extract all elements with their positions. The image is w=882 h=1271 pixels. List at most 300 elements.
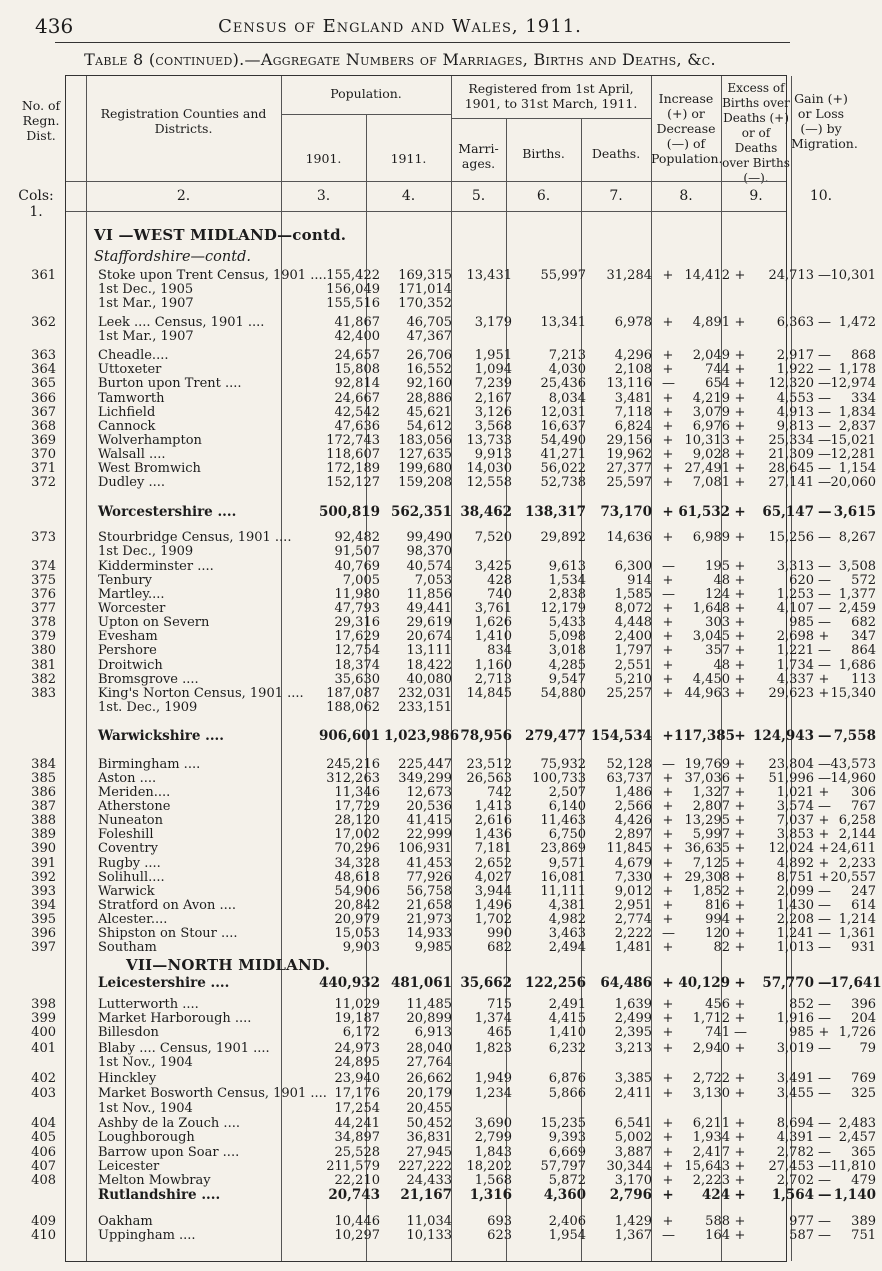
deaths: 1,481 xyxy=(614,940,652,956)
increase-value: 36,635 xyxy=(684,841,730,857)
pop-1911: 49,441 xyxy=(406,601,452,617)
increase-sign: + xyxy=(662,855,674,871)
pop-1911: 99,490 xyxy=(406,530,452,546)
district-number: 383 xyxy=(31,685,56,701)
pop-1901: 92,814 xyxy=(334,376,380,392)
births: 4,415 xyxy=(548,1011,586,1027)
migration-value: 389 xyxy=(851,1213,876,1229)
migration-value: 614 xyxy=(851,897,876,913)
births: 29,892 xyxy=(540,530,586,546)
deaths: 11,845 xyxy=(606,841,652,857)
increase-value: 164 xyxy=(705,1227,730,1243)
increase-value: 27,491 xyxy=(684,461,730,477)
district-number: 389 xyxy=(31,827,56,843)
deaths: 1,429 xyxy=(614,1213,652,1229)
increase-value: 816 xyxy=(705,897,730,913)
births: 57,797 xyxy=(540,1158,586,1174)
increase-sign: + xyxy=(662,728,674,745)
excess-sign: + xyxy=(734,586,746,602)
excess-value: 1,021 xyxy=(776,784,814,800)
table-caption: Table 8 (continued).—Aggregate Numbers of Marriages, Births and Deaths, &c. xyxy=(84,50,716,69)
births: 5,433 xyxy=(548,615,586,631)
pop-1901: 245,216 xyxy=(326,756,380,772)
marriages: 78,956 xyxy=(460,728,512,745)
district-name: Kidderminster .... xyxy=(98,558,214,574)
migration-value: 2,459 xyxy=(838,601,876,617)
reg-rule xyxy=(451,118,651,119)
increase-sign: + xyxy=(662,447,674,463)
pop-1911: 14,933 xyxy=(406,926,452,942)
pop-1911: 29,619 xyxy=(406,615,452,631)
pop-1901: 24,973 xyxy=(334,1040,380,1056)
births: 75,932 xyxy=(540,756,586,772)
district-name: West Bromwich xyxy=(98,461,201,477)
pop-1901: 15,808 xyxy=(334,362,380,378)
migration-sign: — xyxy=(818,1172,831,1188)
district-name: Martley.... xyxy=(98,586,165,602)
running-header xyxy=(0,14,800,40)
excess-sign: + xyxy=(734,503,746,520)
deaths: 4,448 xyxy=(614,615,652,631)
marriages: 682 xyxy=(487,940,512,956)
births: 4,381 xyxy=(548,897,586,913)
migration-value: 20,557 xyxy=(830,869,876,885)
excess-value: 1,013 xyxy=(776,940,814,956)
district-number: 362 xyxy=(31,315,56,331)
increase-sign: + xyxy=(662,813,674,829)
births: 100,733 xyxy=(532,770,586,786)
pop-1911: 16,552 xyxy=(406,362,452,378)
district-name: 1st Nov., 1904 xyxy=(98,1055,193,1071)
district-name: Warwickshire .... xyxy=(98,728,224,745)
excess-sign: + xyxy=(734,315,746,331)
county-total-row xyxy=(66,974,882,993)
marriages: 715 xyxy=(487,996,512,1012)
excess-sign: + xyxy=(734,1040,746,1056)
district-number: 404 xyxy=(31,1116,56,1132)
district-name: Cannock xyxy=(98,418,156,434)
district-name: Ashby de la Zouch .... xyxy=(98,1116,240,1132)
excess-value: 3,491 xyxy=(776,1070,814,1086)
colnum-5: 5. xyxy=(471,188,486,204)
pop-1911: 232,031 xyxy=(398,685,452,701)
migration-sign: — xyxy=(818,897,831,913)
district-number: 380 xyxy=(31,643,56,659)
excess-value: 985 xyxy=(789,615,814,631)
increase-sign: + xyxy=(662,629,674,645)
births: 2,406 xyxy=(548,1213,586,1229)
increase-value: 424 xyxy=(701,1187,730,1204)
district-number: 384 xyxy=(31,756,56,772)
births: 54,490 xyxy=(540,432,586,448)
increase-sign: + xyxy=(662,1158,674,1174)
increase-sign: + xyxy=(662,390,674,406)
district-name: Upton on Severn xyxy=(98,615,210,631)
births: 9,547 xyxy=(548,671,586,687)
district-number: 391 xyxy=(31,855,56,871)
births: 41,271 xyxy=(540,447,586,463)
pop-1911: 7,053 xyxy=(414,572,452,588)
migration-sign: — xyxy=(818,728,832,745)
migration-sign: — xyxy=(818,268,831,283)
pop-1911: 50,452 xyxy=(406,1116,452,1132)
district-name: Burton upon Trent .... xyxy=(98,376,242,392)
migration-value: 15,021 xyxy=(830,432,876,448)
increase-sign: + xyxy=(662,657,674,673)
pop-1901: 312,263 xyxy=(326,770,380,786)
marriages: 2,616 xyxy=(474,813,512,829)
marriages: 1,160 xyxy=(474,657,512,673)
table-row xyxy=(31,1227,876,1246)
migration-value: 572 xyxy=(851,572,876,588)
pop-1911: 349,299 xyxy=(398,770,452,786)
births: 6,140 xyxy=(548,798,586,814)
excess-value: 21,309 xyxy=(768,447,814,463)
migration-sign: — xyxy=(818,601,831,617)
migration-value: 12,281 xyxy=(830,447,876,463)
district-number: 374 xyxy=(31,558,56,574)
pop-1901: 152,127 xyxy=(326,475,380,491)
district-name: Uttoxeter xyxy=(98,362,162,378)
colnum-8: 8. xyxy=(679,188,693,204)
increase-value: 29,308 xyxy=(684,869,730,885)
deaths: 9,012 xyxy=(614,883,652,899)
increase-sign: — xyxy=(662,756,675,772)
migration-sign: — xyxy=(818,1116,831,1132)
pop-1901: 906,601 xyxy=(318,728,380,745)
marriages: 623 xyxy=(487,1227,512,1243)
header-1901: 1901. xyxy=(305,151,342,166)
migration-value: 365 xyxy=(851,1144,876,1160)
increase-value: 40,129 xyxy=(678,974,730,991)
district-number: 372 xyxy=(31,475,56,491)
pop-1901: 41,867 xyxy=(334,315,380,331)
births: 6,232 xyxy=(548,1040,586,1056)
migration-value: 334 xyxy=(851,390,876,406)
increase-sign: + xyxy=(662,869,674,885)
increase-value: 357 xyxy=(705,643,730,659)
pop-1911: 13,111 xyxy=(406,643,452,659)
county-total-row xyxy=(66,728,876,746)
excess-value: 3,019 xyxy=(776,1040,814,1056)
excess-value: 1,922 xyxy=(776,362,814,378)
increase-value: 2,807 xyxy=(692,798,730,814)
births: 7,213 xyxy=(548,348,586,364)
district-number: 378 xyxy=(31,615,56,631)
pop-1901: 24,895 xyxy=(334,1055,380,1071)
pop-1901: 17,629 xyxy=(334,629,380,645)
migration-value: 1,140 xyxy=(833,1187,876,1204)
excess-sign: + xyxy=(734,362,746,378)
pop-1911: 562,351 xyxy=(390,503,452,520)
increase-value: 3,045 xyxy=(692,629,730,645)
district-name: Tamworth xyxy=(98,390,165,406)
marriages: 1,702 xyxy=(474,912,512,928)
colnum-rule xyxy=(66,211,786,212)
section-heading: VII—NORTH MIDLAND. xyxy=(126,956,331,974)
increase-sign: + xyxy=(662,1187,674,1204)
district-name: Pershore xyxy=(98,643,157,659)
migration-value: 14,960 xyxy=(830,770,876,786)
pop-1901: 17,254 xyxy=(334,1100,380,1116)
district-name: Warwick xyxy=(98,883,155,899)
pop-1901: 10,297 xyxy=(334,1227,380,1243)
pop-1911: 27,945 xyxy=(406,1144,452,1160)
migration-sign: + xyxy=(818,869,830,885)
marriages: 1,823 xyxy=(474,1040,512,1056)
increase-value: 195 xyxy=(705,558,730,574)
table-row xyxy=(66,296,786,314)
district-name: Market Harborough .... xyxy=(98,1011,252,1027)
increase-sign: + xyxy=(662,461,674,477)
marriages: 1,568 xyxy=(474,1172,512,1188)
births: 6,876 xyxy=(548,1070,586,1086)
header-increase: Increase (+) or Decrease (—) of Population. xyxy=(651,91,723,166)
deaths: 3,481 xyxy=(614,390,652,406)
pop-1901: 42,542 xyxy=(334,404,380,420)
increase-sign: + xyxy=(662,503,674,520)
migration-value: 751 xyxy=(851,1227,876,1243)
births: 279,477 xyxy=(524,728,586,745)
deaths: 6,824 xyxy=(614,418,652,434)
district-number: 394 xyxy=(31,897,56,913)
table-row xyxy=(66,700,786,718)
migration-sign: — xyxy=(818,883,831,899)
increase-value: 1,934 xyxy=(692,1130,730,1146)
migration-value: 1,686 xyxy=(838,657,876,673)
pop-1901: 118,607 xyxy=(326,447,380,463)
migration-sign: + xyxy=(818,784,830,800)
colnum-7: 7. xyxy=(609,188,623,204)
excess-value: 4,913 xyxy=(776,404,814,420)
births: 2,494 xyxy=(548,940,586,956)
marriages: 1,316 xyxy=(469,1187,512,1204)
excess-sign: + xyxy=(734,404,746,420)
marriages: 465 xyxy=(487,1025,512,1041)
excess-value: 4,107 xyxy=(776,601,814,617)
increase-value: 37,036 xyxy=(684,770,730,786)
colnum-4: 4. xyxy=(401,188,416,204)
running-title: Census of England and Wales, 1911. xyxy=(218,16,582,37)
migration-sign: — xyxy=(818,1187,832,1204)
excess-sign: + xyxy=(734,530,746,546)
increase-sign: + xyxy=(662,770,674,786)
deaths: 25,257 xyxy=(606,685,652,701)
pop-1901: 20,979 xyxy=(334,912,380,928)
marriages: 1,951 xyxy=(474,348,512,364)
increase-sign: + xyxy=(662,643,674,659)
migration-value: 12,974 xyxy=(830,376,876,392)
pop-1911: 77,926 xyxy=(406,869,452,885)
district-name: Blaby .... Census, 1901 .... xyxy=(98,1040,270,1056)
marriages: 3,425 xyxy=(474,558,512,574)
district-name: Billesdon xyxy=(98,1025,159,1041)
district-number: 361 xyxy=(31,268,56,283)
excess-sign: + xyxy=(734,685,746,701)
migration-value: 1,178 xyxy=(838,362,876,378)
migration-value: 7,558 xyxy=(833,728,876,745)
district-name: Dudley .... xyxy=(98,475,165,491)
excess-sign: + xyxy=(734,447,746,463)
migration-value: 2,144 xyxy=(838,827,876,843)
district-number: 398 xyxy=(31,996,56,1012)
excess-value: 587 xyxy=(789,1227,814,1243)
increase-value: 9,028 xyxy=(692,447,730,463)
excess-sign: + xyxy=(734,1227,746,1243)
pop-1911: 20,179 xyxy=(406,1086,452,1102)
migration-sign: — xyxy=(818,996,831,1012)
migration-value: 6,258 xyxy=(838,813,876,829)
pop-1911: 21,973 xyxy=(406,912,452,928)
migration-value: 2,457 xyxy=(838,1130,876,1146)
marriages: 4,027 xyxy=(474,869,512,885)
excess-sign: + xyxy=(734,996,746,1012)
pop-1911: 233,151 xyxy=(398,700,452,716)
marriages: 693 xyxy=(487,1213,512,1229)
migration-value: 1,726 xyxy=(838,1025,876,1041)
pop-1911: 159,208 xyxy=(398,475,452,491)
births: 4,030 xyxy=(548,362,586,378)
increase-sign: + xyxy=(662,1144,674,1160)
increase-value: 303 xyxy=(705,615,730,631)
migration-sign: + xyxy=(818,827,830,843)
marriages: 23,512 xyxy=(466,756,512,772)
district-name: Barrow upon Soar .... xyxy=(98,1144,240,1160)
pop-1901: 35,630 xyxy=(334,671,380,687)
excess-sign: + xyxy=(734,629,746,645)
migration-sign: — xyxy=(818,586,831,602)
births: 5,872 xyxy=(548,1172,586,1188)
births: 2,838 xyxy=(548,586,586,602)
deaths: 19,962 xyxy=(606,447,652,463)
district-name: 1st. Dec., 1909 xyxy=(98,700,198,716)
district-number: 406 xyxy=(31,1144,56,1160)
pop-1901: 12,754 xyxy=(334,643,380,659)
county-total-row xyxy=(66,503,876,522)
district-number: 399 xyxy=(31,1011,56,1027)
excess-sign: + xyxy=(734,841,746,857)
district-name: Coventry xyxy=(98,841,158,857)
pop-1911: 21,167 xyxy=(400,1187,452,1204)
pop-1901: 155,516 xyxy=(326,296,380,312)
district-number: 382 xyxy=(31,671,56,687)
excess-sign: + xyxy=(734,798,746,814)
deaths: 1,367 xyxy=(614,1227,652,1243)
excess-value: 4,337 xyxy=(776,671,814,687)
deaths: 25,597 xyxy=(606,475,652,491)
header-births: Births. xyxy=(522,146,565,161)
excess-sign: + xyxy=(734,657,746,673)
migration-sign: — xyxy=(818,461,831,477)
migration-sign: + xyxy=(818,1025,830,1041)
increase-sign: — xyxy=(662,926,675,942)
migration-value: 8,267 xyxy=(838,530,876,546)
marriages: 14,030 xyxy=(466,461,512,477)
increase-sign: + xyxy=(662,940,674,956)
district-name: King's Norton Census, 1901 .... xyxy=(98,685,304,701)
deaths: 27,377 xyxy=(606,461,652,477)
cols-label: Cols: 1. xyxy=(18,188,54,220)
pop-1911: 199,680 xyxy=(398,461,452,477)
deaths: 14,636 xyxy=(606,530,652,546)
pop-1901: 29,316 xyxy=(334,615,380,631)
increase-value: 4,219 xyxy=(692,390,730,406)
district-name: Hinckley xyxy=(98,1070,157,1086)
births: 12,179 xyxy=(540,601,586,617)
migration-sign: — xyxy=(818,390,831,406)
migration-sign: — xyxy=(818,756,831,772)
excess-value: 1,221 xyxy=(776,643,814,659)
migration-sign: — xyxy=(818,558,831,574)
migration-sign: — xyxy=(818,447,831,463)
pop-1911: 11,485 xyxy=(406,996,452,1012)
migration-sign: — xyxy=(818,572,831,588)
births: 1,410 xyxy=(548,1025,586,1041)
deaths: 7,330 xyxy=(614,869,652,885)
migration-sign: + xyxy=(818,671,830,687)
increase-value: 994 xyxy=(705,912,730,928)
pop-1901: 24,657 xyxy=(334,348,380,364)
marriages: 1,234 xyxy=(474,1086,512,1102)
deaths: 1,486 xyxy=(614,784,652,800)
district-name: Worcester xyxy=(98,601,166,617)
district-name: Market Bosworth Census, 1901 .... xyxy=(98,1086,327,1102)
district-name: Leek .... Census, 1901 .... xyxy=(98,315,265,331)
deaths: 64,486 xyxy=(600,974,652,991)
district-name: 1st Dec., 1909 xyxy=(98,544,194,560)
district-name: 1st Mar., 1907 xyxy=(98,296,194,312)
excess-value: 23,804 xyxy=(768,756,814,772)
deaths: 3,213 xyxy=(614,1040,652,1056)
excess-value: 8,694 xyxy=(776,1116,814,1132)
migration-value: 2,233 xyxy=(838,855,876,871)
deaths: 1,639 xyxy=(614,996,652,1012)
increase-value: 1,327 xyxy=(692,784,730,800)
migration-value: 682 xyxy=(851,615,876,631)
increase-value: 588 xyxy=(705,1213,730,1229)
district-name: Cheadle.... xyxy=(98,348,169,364)
migration-value: 1,361 xyxy=(838,926,876,942)
excess-sign: + xyxy=(734,1158,746,1174)
increase-value: 14,412 xyxy=(684,268,730,283)
increase-sign: + xyxy=(662,827,674,843)
pop-1911: 183,056 xyxy=(398,432,452,448)
pop-1911: 20,899 xyxy=(406,1011,452,1027)
excess-sign: + xyxy=(734,1213,746,1229)
pop-1901: 10,446 xyxy=(334,1213,380,1229)
marriages: 12,558 xyxy=(466,475,512,491)
excess-sign: — xyxy=(734,1025,747,1041)
deaths: 2,222 xyxy=(614,926,652,942)
migration-sign: — xyxy=(818,418,831,434)
pop-1911: 98,370 xyxy=(406,544,452,560)
births: 9,393 xyxy=(548,1130,586,1146)
pop-1901: 500,819 xyxy=(318,503,380,520)
migration-sign: — xyxy=(818,798,831,814)
births: 8,034 xyxy=(548,390,586,406)
district-name: Aston .... xyxy=(98,770,157,786)
births: 2,491 xyxy=(548,996,586,1012)
pop-1911: 41,453 xyxy=(406,855,452,871)
district-number: 408 xyxy=(31,1172,56,1188)
excess-value: 2,099 xyxy=(776,883,814,899)
migration-sign: — xyxy=(818,315,831,331)
migration-value: 24,611 xyxy=(830,841,876,857)
district-number: 367 xyxy=(31,404,56,420)
district-number: 371 xyxy=(31,461,56,477)
marriages: 2,167 xyxy=(474,390,512,406)
migration-sign: — xyxy=(818,912,831,928)
